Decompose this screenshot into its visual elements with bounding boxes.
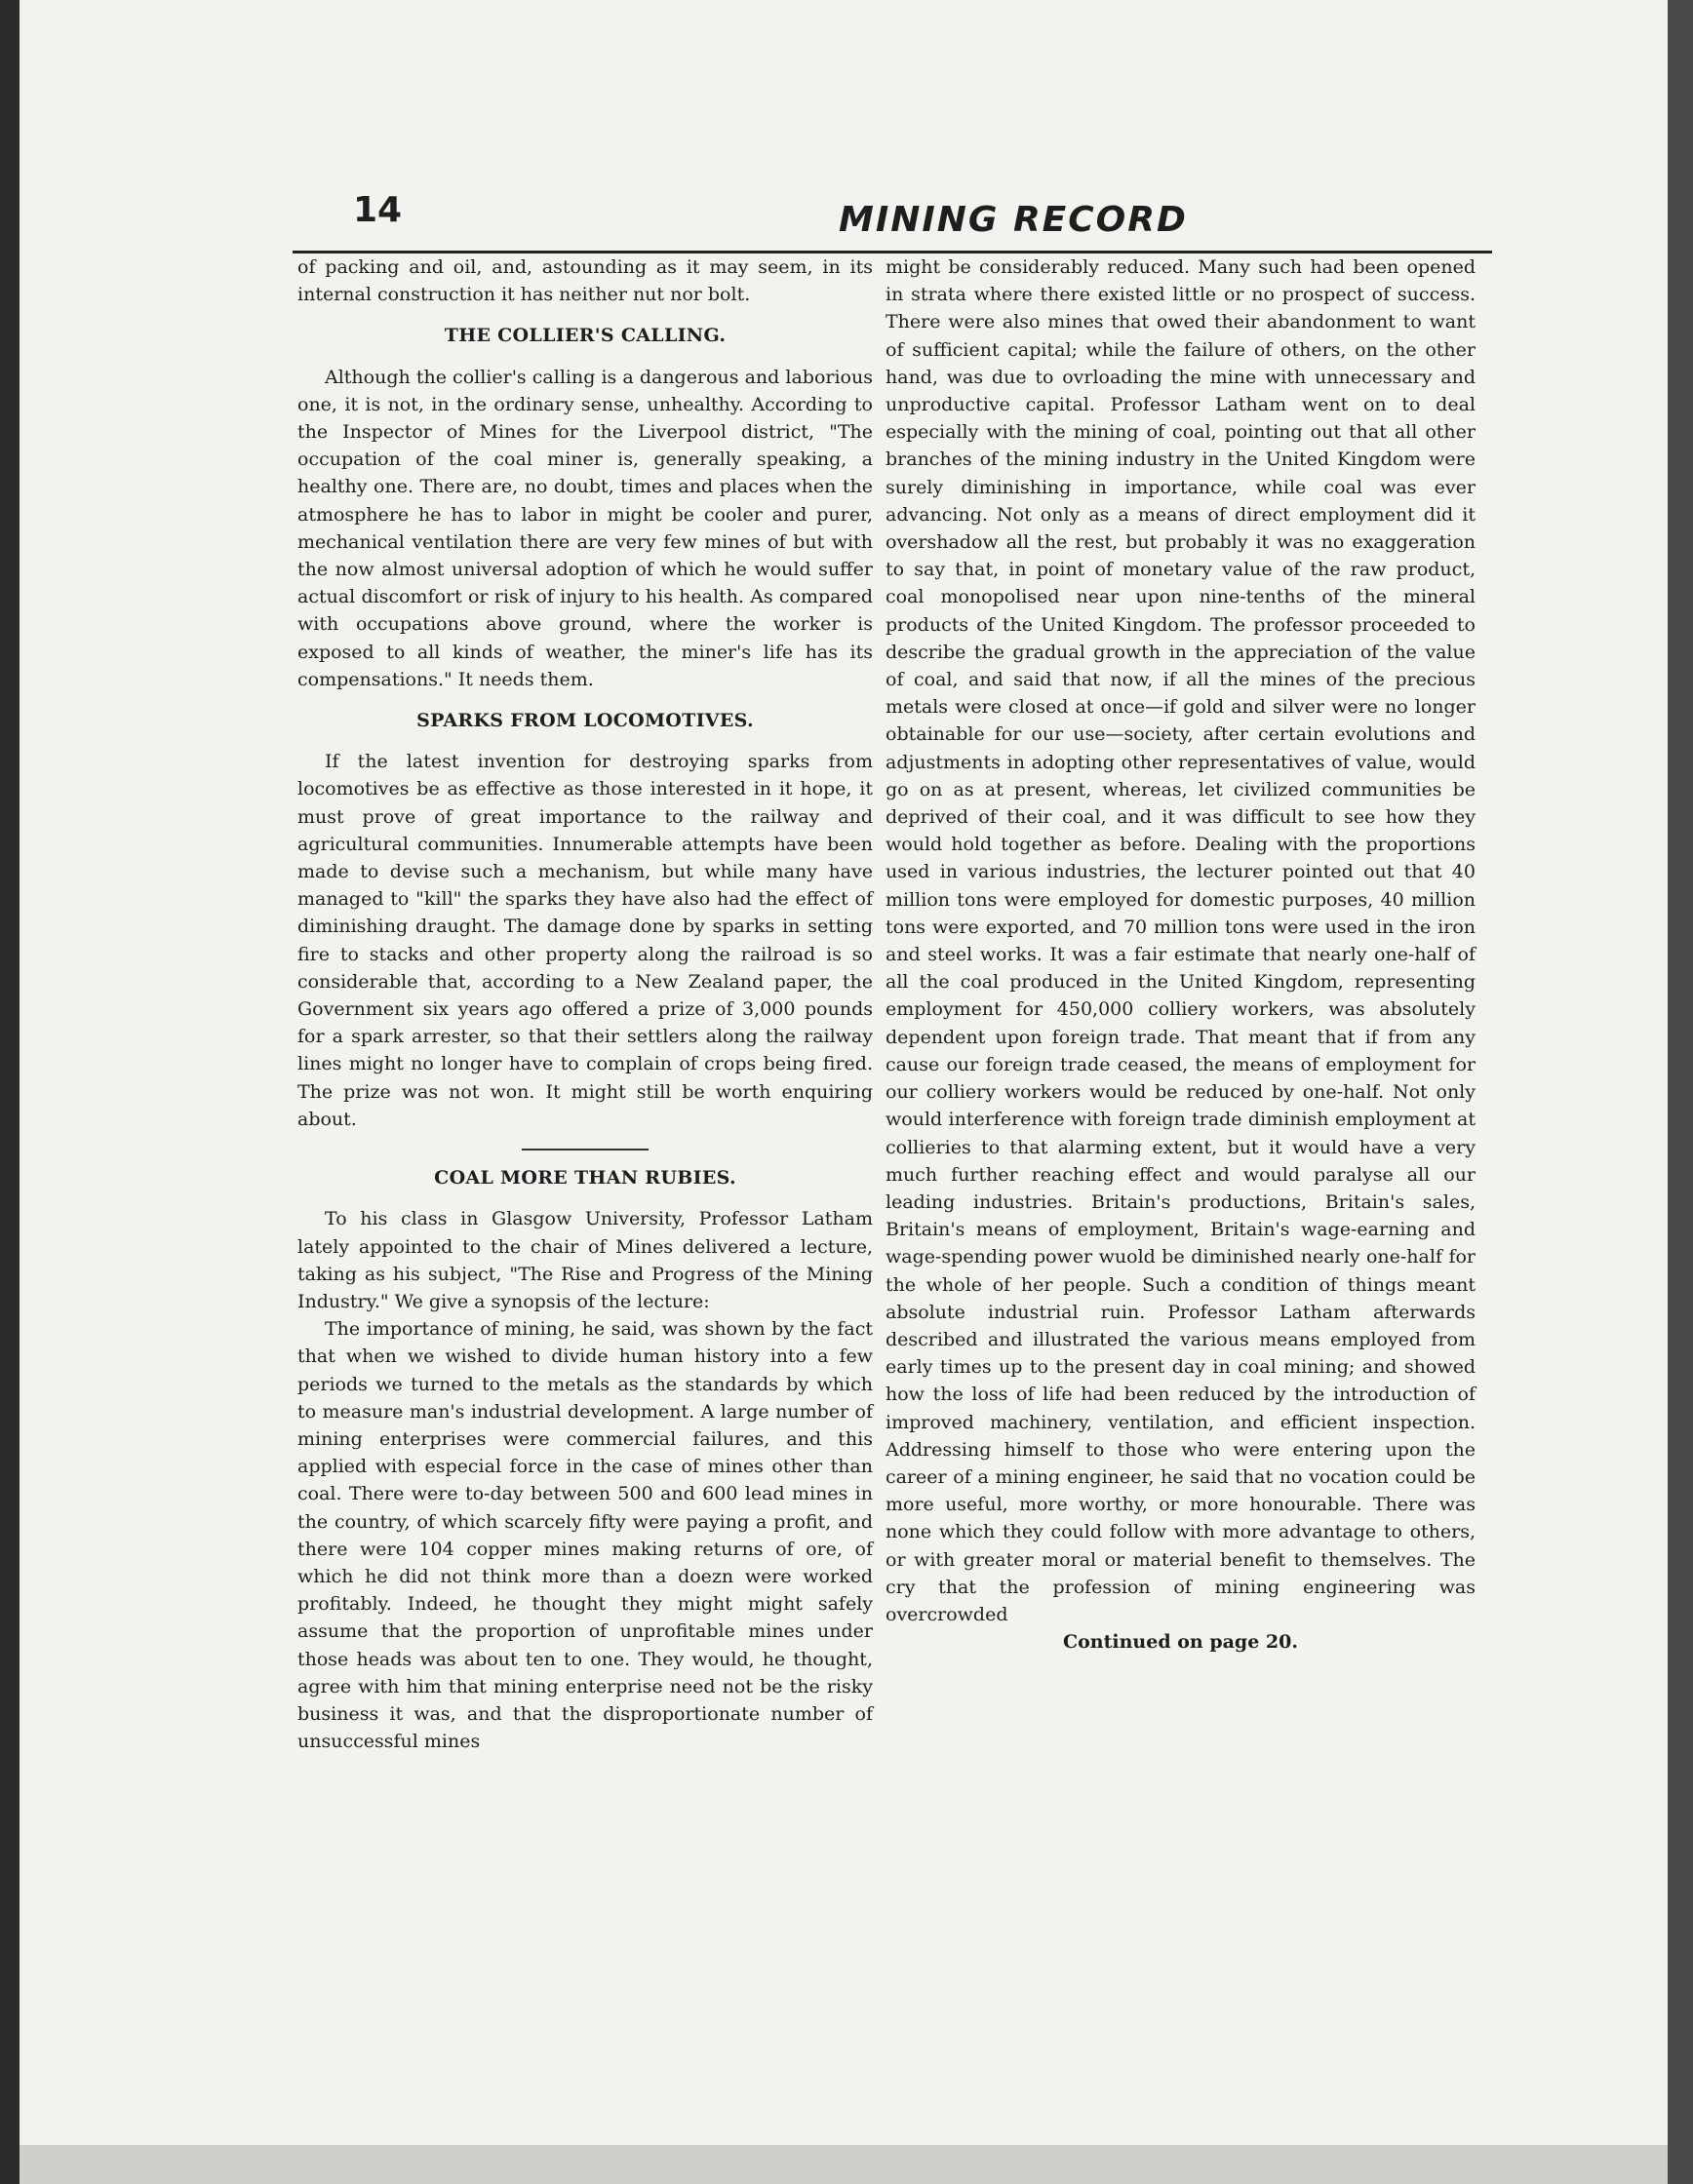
page-edge-shadow	[1668, 0, 1693, 2184]
page-spine-shadow	[0, 0, 20, 2184]
page-bottom-strip	[20, 2145, 1668, 2184]
heading-coal-more-than-rubies: COAL MORE THAN RUBIES.	[434, 1167, 736, 1190]
paragraph-lecture-continued: might be considerably reduced. Many such had been opened in strata where there existed little or no prospect of success. There were also mines that owed their abandonment to want of sufficient capital; while the failure of others, on the other hand, was due to ovrloading the mine with unnecessary and unproductive capital. Professor Latham went on to deal especially with the mining of coal, pointing out that all other branches of the mining industry in the United Kingdom were surely diminishing in importance, while coal was ever advancing. Not only as a means of direct employment did it overshadow all the rest, but probably it was no exaggeration to say that, in point of monetary value of the raw product, coal monopolised near upon nine-tenths of the mineral products of the United Kingdom. The professor proceeded to describe the gradual growth in the appreciation of the value of coal, and said that now, if all the mines of the precious metals were closed at once—if gold and silver were no longer obtainable for our use—society, after certain evolutions and adjustments in adopting other representatives of value, would go on as at present, whereas, let civilized communities be deprived of their coal, and it was difficult to see how they would hold together as before. Dealing with the proportions used in various industries, the lecturer pointed out that 40 million tons were employed for domestic purposes, 40 million tons were exported, and 70 million tons were used in the iron and steel works. It was a fair estimate that nearly one-half of all the coal produced in the United Kingdom, representing employment for 450,000 colliery workers, was absolutely dependent upon foreign trade. That meant that if from any cause our foreign trade ceased, the means of employment for our colliery workers would be reduced by one-half. Not only would interference with foreign trade diminish employment at collieries to that alarming extent, but it would have a very much further reaching effect and would paralyse all our leading industries. Britain's productions, Britain's sales, Britain's means of employment, Britain's wage-earning and wage-spending power wuold be diminished nearly one-half for the whole of her people. Such a condition of things meant absolute industrial ruin. Professor Latham afterwards described and illustrated the various means employed from early times up to the present day in coal mining; and showed how the loss of life had been reduced by the introduction of improved machinery, ventilation, and efficient inspection. Addressing himself to those who were entering upon the career of a mining engineer, he said that no vocation could be more useful, more worthy, or more honourable. There was none which they could follow with more advantage to others, or with greater moral or material benefit to themselves. The cry that the profession of mining engineering was overcrowded	[886, 256, 1476, 1625]
section-divider	[522, 1149, 649, 1150]
right-column	[886, 254, 1476, 1656]
heading-colliers-calling: THE COLLIER'S CALLING.	[444, 325, 727, 347]
paragraph-colliers-calling: Although the collier's calling is a dangerous and laborious one, it is not, in the ordinary sense, unhealthy. According to the Inspector of Mines for the Liverpool district, "The occupation of the coal miner is, generally speaking, a healthy one. There are, no doubt, times and places when the atmosphere he has to labor in might be cooler and purer, mechanical ventilation there are very few mines of but with the now almost universal adoption of which he would suffer actual discomfort or risk of injury to his health. As compared with occupations above ground, where the worker is exposed to all kinds of weather, the miner's life has its compensations." It needs them.	[297, 366, 873, 690]
left-column	[297, 254, 873, 1755]
paragraph-lecture-body: The importance of mining, he said, was shown by the fact that when we wished to divide human history into a few periods we turned to the metals as the standards by which to measure man's industrial development. A large number of mining enterprises were commercial failures, and this applied with especial force in the case of mines other than coal. There were to-day between 500 and 600 lead mines in the country, of which scarcely fifty were paying a profit, and there were 104 copper mines making returns of ore, of which he did not think more than a doezn were worked profitably. Indeed, he thought they might might safely assume that the proportion of unprofitable mines under those heads was about ten to one. They would, he thought, agree with him that mining enterprise need not be the risky business it was, and that the disproportionate number of unsuccessful mines	[297, 1318, 873, 1753]
page-number: 14	[353, 190, 403, 230]
page-header	[293, 185, 1492, 254]
paragraph-lecture-intro: To his class in Glasgow University, Professor Latham lately appointed to the chair of Mines delivered a lecture, taking as his subject, "The Rise and Progress of the Mining Industry." We give a synopsis of the lecture:	[297, 1208, 873, 1312]
heading-sparks-from-locomotives: SPARKS FROM LOCOMOTIVES.	[416, 710, 754, 732]
intro-paragraph: of packing and oil, and, astounding as it may seem, in its internal construction it has neither nut nor bolt.	[297, 256, 873, 306]
paragraph-sparks-from-locomotives: If the latest invention for destroying sparks from locomotives be as effective as those interested in it hope, it must prove of great importance to the railway and agricultural communities. Innumerable attempts have been made to devise such a mechanism, but while many have managed to "kill" the sparks they have also had the effect of diminishing draught. The damage done by sparks in setting fire to stacks and other property along the railroad is so considerable that, according to a New Zealand paper, the Government six years ago offered a prize of 3,000 pounds for a spark arrester, so that their settlers along the railway lines might no longer have to complain of crops being fired. The prize was not won. It might still be worth enquiring about.	[297, 751, 873, 1130]
continued-notice: Continued on page 20.	[1063, 1631, 1298, 1654]
running-title: MINING RECORD	[839, 200, 1188, 240]
